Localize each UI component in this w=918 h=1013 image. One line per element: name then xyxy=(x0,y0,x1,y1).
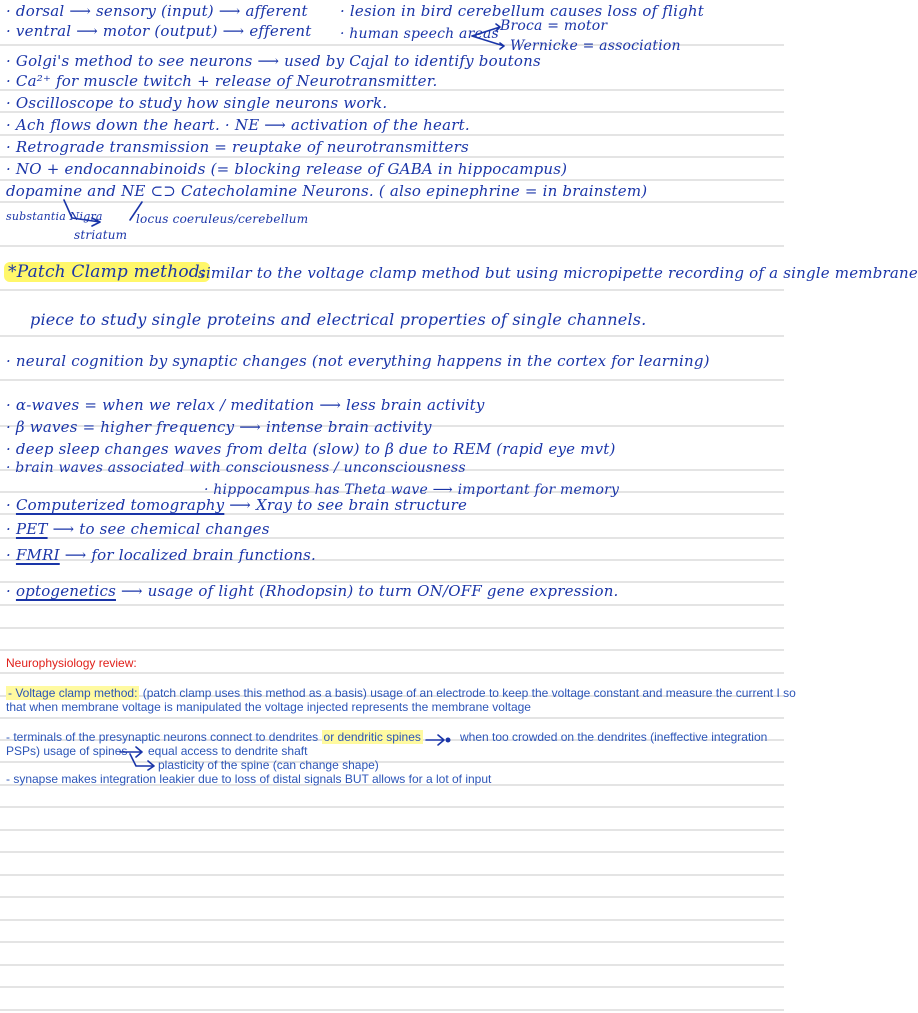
note-fmri-row: · FMRI ⟶ for localized brain functions. xyxy=(6,546,317,564)
optogenetics-text: ⟶ usage of light (Rhodopsin) to turn ON/OFF gene expression. xyxy=(120,582,619,600)
note-bird-cerebellum: · lesion in bird cerebellum causes loss of flight xyxy=(340,2,705,20)
pet-text: ⟶ to see chemical changes xyxy=(52,520,270,538)
note-hippocampus-theta: · hippocampus has Theta wave ⟶ important for memory xyxy=(204,482,620,498)
patch-clamp-text-2: piece to study single proteins and electrical properties of single channels. xyxy=(30,310,647,329)
spines-arrow-icon xyxy=(424,732,454,746)
ct-label: Computerized tomography xyxy=(15,496,225,514)
terminals-text-1: - terminals of the presynaptic neurons connect to dendrites xyxy=(6,730,319,744)
speech-branch-arrow-icon xyxy=(470,22,510,52)
voltage-clamp-text-2: that when membrane voltage is manipulated the voltage injected represents the membrane voltage xyxy=(6,700,531,714)
voltage-clamp-line-1 xyxy=(6,686,796,701)
patch-clamp-text-1: similar to the voltage clamp method but using micropipette recording of a single membrane xyxy=(198,264,918,282)
psp-spines: PSPs) usage of spines xyxy=(6,744,128,758)
terminals-line-1 xyxy=(6,730,423,745)
voltage-clamp-label: - Voltage clamp method: xyxy=(8,686,138,700)
voltage-clamp-text-1: (patch clamp uses this method as a basis) usage of an electrode to keep the voltage constant and measure the current I so xyxy=(142,686,796,700)
note-broca: Broca = motor xyxy=(500,18,608,34)
review-title: Neurophysiology review: xyxy=(6,656,137,670)
note-retrograde: · Retrograde transmission = reuptake of neurotransmitters xyxy=(6,138,469,156)
note-ventral: · ventral ⟶ motor (output) ⟶ efferent xyxy=(6,22,312,40)
note-substantia-nigra: substantia Nigra xyxy=(6,210,103,223)
note-oscilloscope: · Oscilloscope to study how single neurons work. xyxy=(6,94,388,112)
note-striatum: striatum xyxy=(74,228,128,242)
pet-label: PET xyxy=(15,520,48,538)
note-locus-coeruleus: locus coeruleus/cerebellum xyxy=(136,212,309,226)
note-dorsal: · dorsal ⟶ sensory (input) ⟶ afferent xyxy=(6,2,308,20)
dendritic-spines-highlight: or dendritic spines xyxy=(323,730,421,744)
note-alpha-waves: · α-waves = when we relax / meditation ⟶ less brain activity xyxy=(6,396,485,414)
patch-clamp-label: *Patch Clamp method: xyxy=(4,262,210,282)
terminals-text-2: when too crowded on the dendrites (ineffective integration xyxy=(460,730,768,744)
note-wernicke: Wernicke = association xyxy=(510,38,681,54)
plasticity: plasticity of the spine (can change shape) xyxy=(158,758,379,772)
optogenetics-label: optogenetics xyxy=(15,582,116,600)
note-optogenetics-row: · optogenetics ⟶ usage of light (Rhodopsin) to turn ON/OFF gene expression. xyxy=(6,582,619,600)
fmri-label: FMRI xyxy=(15,546,60,564)
note-calcium: · Ca²⁺ for muscle twitch + release of Neurotransmitter. xyxy=(6,72,438,90)
synapse-note: - synapse makes integration leakier due to loss of distal signals BUT allows for a lot of input xyxy=(6,772,492,786)
plasticity-arrow-icon xyxy=(126,752,158,772)
note-ct-row: · Computerized tomography ⟶ Xray to see brain structure xyxy=(6,496,468,514)
note-no-endocannabinoids: · NO + endocannabinoids (= blocking release of GABA in hippocampus) xyxy=(6,160,568,178)
note-brain-waves: · brain waves associated with consciousness / unconsciousness xyxy=(6,460,466,476)
note-speech-areas: · human speech areas xyxy=(340,26,499,42)
equal-access: equal access to dendrite shaft xyxy=(148,744,308,758)
note-golgi: · Golgi's method to see neurons ⟶ used by Cajal to identify boutons xyxy=(6,52,541,70)
note-pet-row: · PET ⟶ to see chemical changes xyxy=(6,520,270,538)
ct-text: ⟶ Xray to see brain structure xyxy=(229,496,468,514)
note-beta-waves: · β waves = higher frequency ⟶ intense brain activity xyxy=(6,418,432,436)
note-catecholamine: dopamine and NE ⊂⊃ Catecholamine Neurons. ( also epinephrine = in brainstem) xyxy=(6,182,648,200)
fmri-text: ⟶ for localized brain functions. xyxy=(64,546,317,564)
note-neural-cognition: · neural cognition by synaptic changes (not everything happens in the cortex for learning) xyxy=(6,352,710,370)
note-deep-sleep: · deep sleep changes waves from delta (slow) to β due to REM (rapid eye mvt) xyxy=(6,440,616,458)
note-ach-ne: · Ach flows down the heart. · NE ⟶ activation of the heart. xyxy=(6,116,470,134)
